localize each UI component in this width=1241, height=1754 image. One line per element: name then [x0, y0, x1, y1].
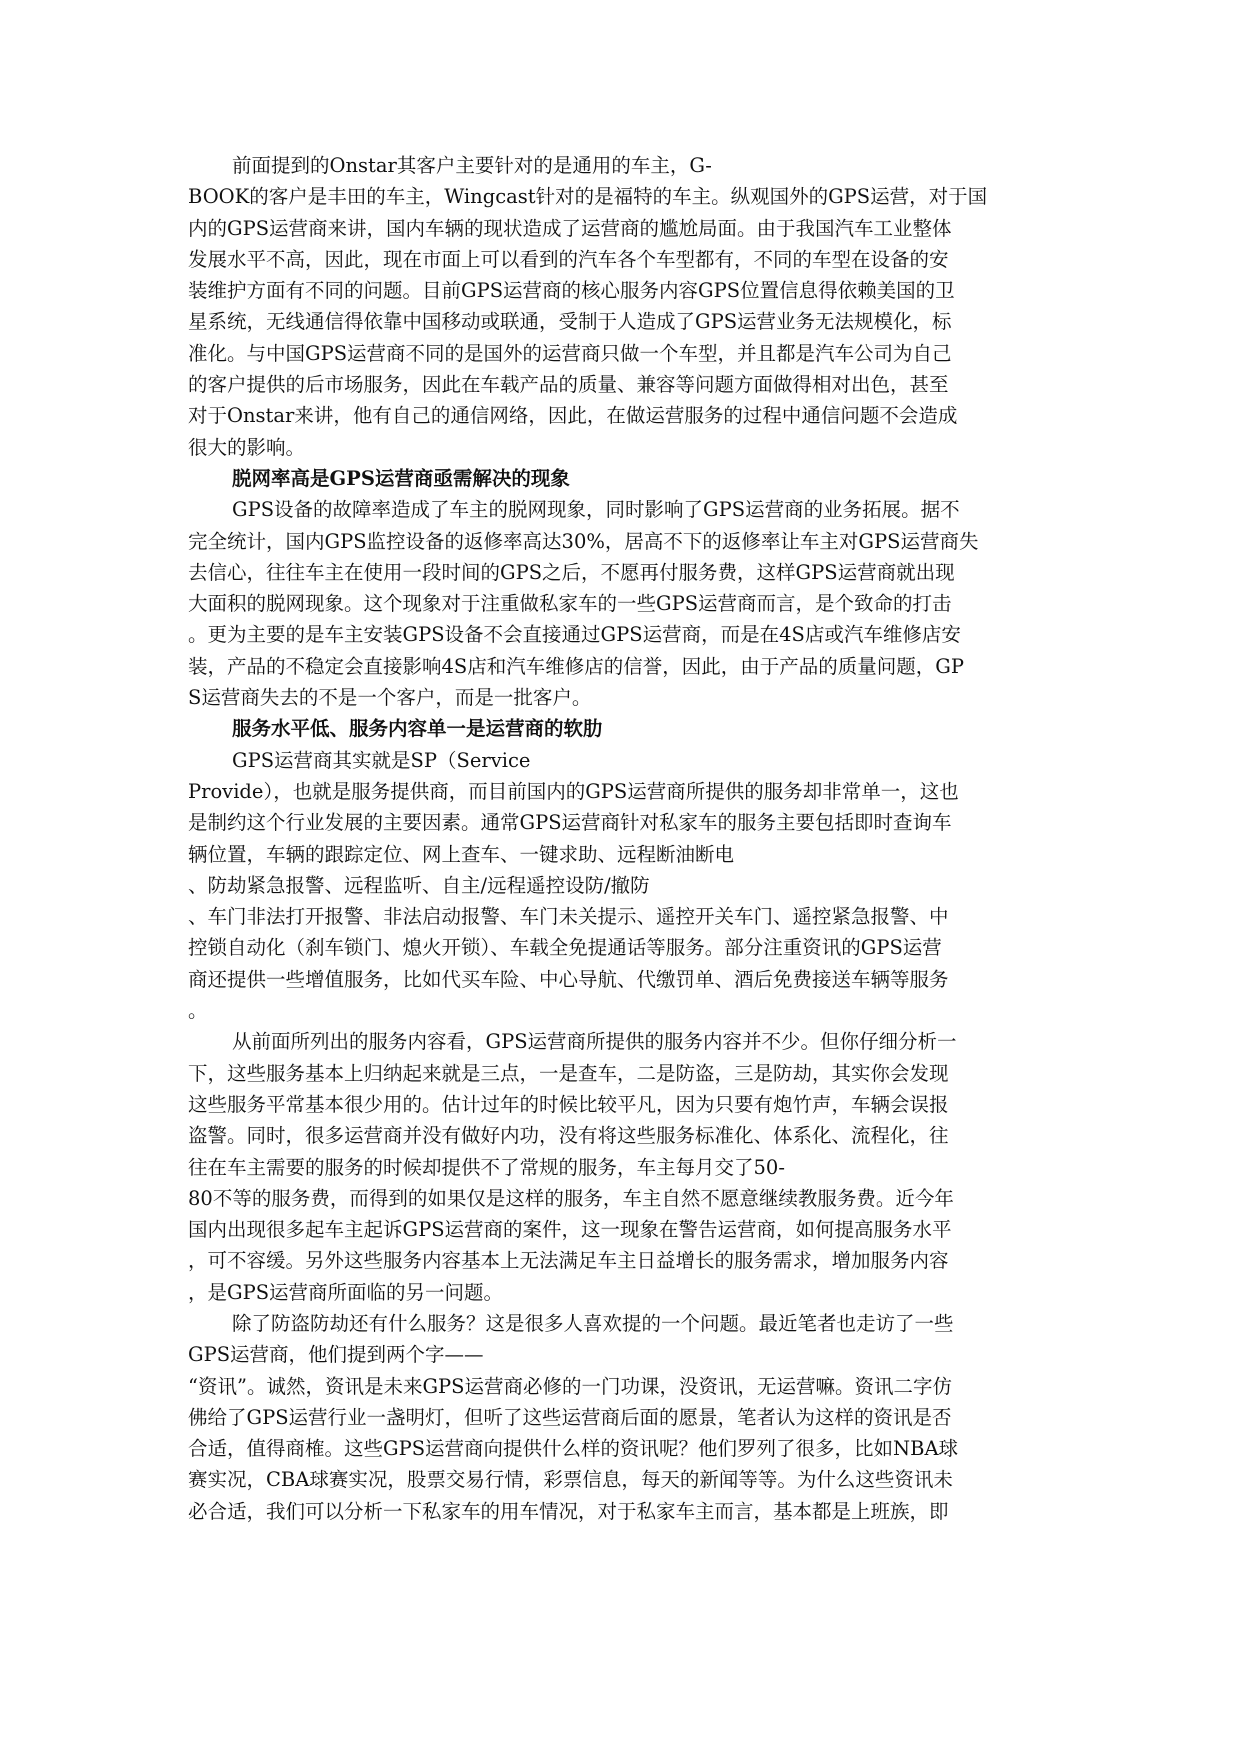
text-line: 前面提到的Onstar其客户主要针对的是通用的车主，G-	[232, 154, 712, 177]
text-line: GPS运营商，他们提到两个字——	[188, 1343, 484, 1367]
text-line: 赛实况，CBA球赛实况，股票交易行情，彩票信息，每天的新闻等等。为什么这些资讯未	[188, 1468, 953, 1492]
text-line: 装，产品的不稳定会直接影响4S店和汽车维修店的信誉，因此，由于产品的质量问题，GP	[188, 654, 964, 678]
text-line: 、车门非法打开报警、非法启动报警、车门未关提示、遥控开关车门、遥控紧急报警、中	[188, 905, 949, 929]
text-line: 必合适，我们可以分析一下私家车的用车情况，对于私家车主而言，基本都是上班族，即	[188, 1499, 949, 1523]
section-heading: 脱网率高是GPS运营商亟需解决的现象	[232, 466, 570, 490]
text-line: 大面积的脱网现象。这个现象对于注重做私家车的一些GPS运营商而言，是个致命的打击	[188, 592, 952, 616]
text-line: 发展水平不高，因此，现在市面上可以看到的汽车各个车型都有，不同的车型在设备的安	[188, 247, 949, 271]
text-line: 完全统计，国内GPS监控设备的返修率高达30%，居高不下的返修率让车主对GPS运营商失	[188, 529, 979, 553]
text-line: 控锁自动化（刹车锁门、熄火开锁）、车载全免提通话等服务。部分注重资讯的GPS运营	[188, 936, 942, 960]
text-line: 星系统，无线通信得依靠中国移动或联通，受制于人造成了GPS运营业务无法规模化，标	[188, 310, 952, 334]
text-line: “资讯”。诚然，资讯是未来GPS运营商必修的一门功课，没资讯，无运营嘛。资讯二字仿	[188, 1374, 952, 1398]
text-line: 下，这些服务基本上归纳起来就是三点，一是查车，二是防盗，三是防劫，其实你会发现	[188, 1061, 949, 1085]
text-line: 。更为主要的是车主安装GPS设备不会直接通过GPS运营商，而是在4S店或汽车维修店安	[188, 623, 961, 647]
text-line: 商还提供一些增值服务，比如代买车险、中心导航、代缴罚单、酒后免费接送车辆等服务	[188, 967, 949, 991]
text-line: 合适，值得商榷。这些GPS运营商向提供什么样的资讯呢？他们罗列了很多，比如NBA球	[188, 1437, 959, 1461]
text-line: 。	[188, 999, 208, 1023]
text-line: 准化。与中国GPS运营商不同的是国外的运营商只做一个车型，并且都是汽车公司为自己	[188, 341, 952, 365]
text-line: 对于Onstar来讲，他有自己的通信网络，因此，在做运营服务的过程中通信问题不会造成	[188, 404, 958, 428]
text-line: ，可不容缓。另外这些服务内容基本上无法满足车主日益增长的服务需求，增加服务内容	[188, 1249, 949, 1273]
document-body	[188, 150, 1058, 1527]
text-line: Provide），也就是服务提供商，而目前国内的GPS运营商所提供的服务却非常单一，这也	[188, 779, 959, 803]
text-line: 装维护方面有不同的问题。目前GPS运营商的核心服务内容GPS位置信息得依赖美国的卫	[188, 279, 955, 303]
text-line: 去信心，往往车主在使用一段时间的GPS之后，不愿再付服务费，这样GPS运营商就出现	[188, 560, 955, 584]
text-line: 、防劫紧急报警、远程监听、自主/远程遥控设防/撤防	[188, 873, 650, 897]
text-line: GPS运营商其实就是SP（Service	[232, 748, 531, 772]
text-line: 往在车主需要的服务的时候却提供不了常规的服务，车主每月交了50-	[188, 1155, 785, 1179]
text-line: 这些服务平常基本很少用的。估计过年的时候比较平凡，因为只要有炮竹声，车辆会误报	[188, 1092, 949, 1116]
text-line: 辆位置，车辆的跟踪定位、网上查车、一键求助、远程断油断电	[188, 842, 735, 866]
text-line: 盗警。同时，很多运营商并没有做好内功，没有将这些服务标准化、体系化、流程化，往	[188, 1124, 949, 1148]
section-heading: 服务水平低、服务内容单一是运营商的软肋	[232, 717, 603, 741]
text-line: S运营商失去的不是一个客户，而是一批客户。	[188, 686, 592, 710]
text-line: ，是GPS运营商所面临的另一问题。	[188, 1280, 504, 1304]
text-line: 内的GPS运营商来讲，国内车辆的现状造成了运营商的尴尬局面。由于我国汽车工业整体	[188, 216, 952, 240]
text-line: 从前面所列出的服务内容看，GPS运营商所提供的服务内容并不少。但你仔细分析一	[232, 1030, 957, 1054]
text-line: GPS设备的故障率造成了车主的脱网现象，同时影响了GPS运营商的业务拓展。据不	[232, 498, 960, 522]
text-line: 很大的影响。	[188, 435, 306, 459]
text-line: 80不等的服务费，而得到的如果仅是这样的服务，车主自然不愿意继续教服务费。近今年	[188, 1186, 954, 1210]
text-line: 佛给了GPS运营行业一盏明灯，但听了这些运营商后面的愿景，笔者认为这样的资讯是否	[188, 1405, 952, 1429]
text-line: 是制约这个行业发展的主要因素。通常GPS运营商针对私家车的服务主要包括即时查询车	[188, 811, 952, 835]
text-line: 的客户提供的后市场服务，因此在车载产品的质量、兼容等问题方面做得相对出色，甚至	[188, 373, 949, 397]
text-line: BOOK的客户是丰田的车主，Wingcast针对的是福特的车主。纵观国外的GPS运营，对于国	[188, 185, 988, 209]
text-line: 国内出现很多起车主起诉GPS运营商的案件，这一现象在警告运营商，如何提高服务水平	[188, 1218, 952, 1242]
text-line: 除了防盗防劫还有什么服务？这是很多人喜欢提的一个问题。最近笔者也走访了一些	[232, 1311, 954, 1335]
